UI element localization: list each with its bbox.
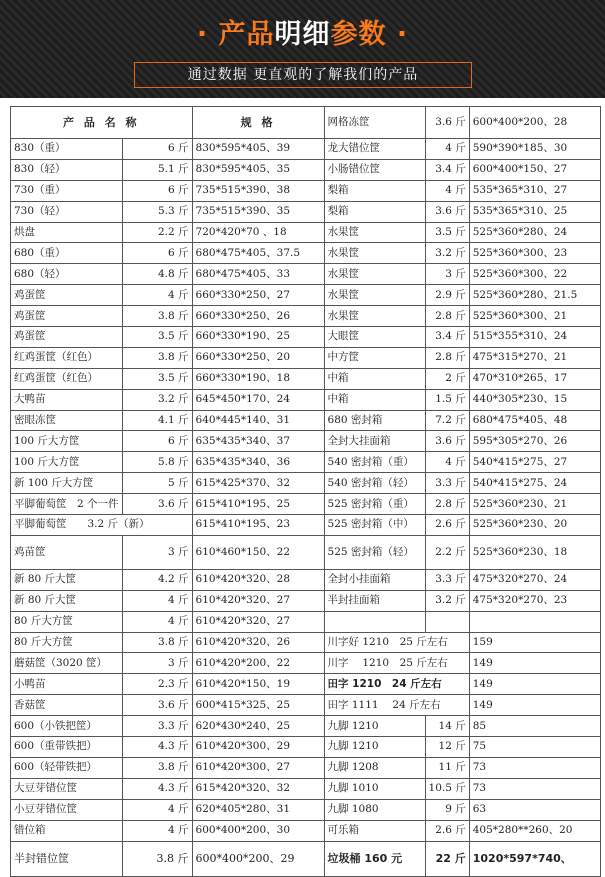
cell-left-spec: 720*420*70 、18	[192, 222, 324, 243]
cell-left-name: 蘑菇筐（3020 筐）	[11, 653, 123, 674]
cell-left-weight: 3.8 斤	[122, 632, 192, 653]
cell-right-name: 小肠错位筐	[324, 159, 425, 180]
cell-left-name: 600（小铁把筐）	[11, 716, 123, 737]
cell-left-name: 新 80 斤大筐	[11, 590, 123, 611]
cell-right-spec: 525*360*280、24	[469, 222, 600, 243]
cell-left-spec: 660*330*250、27	[192, 285, 324, 306]
cell-right-name: 可乐箱	[324, 820, 425, 841]
table-row	[11, 674, 601, 695]
cell-left-spec: 735*515*390、35	[192, 201, 324, 222]
table-row	[11, 494, 601, 515]
cell-right-name: 540 密封箱（轻）	[324, 473, 425, 494]
cell-left-weight: 5 斤	[122, 473, 192, 494]
cell-right-weight: 2.6 斤	[425, 820, 469, 841]
cell-right-spec: 525*360*280、21.5	[469, 285, 600, 306]
table-row	[11, 139, 601, 160]
cell-right-name: 网格冻筐	[324, 107, 425, 139]
cell-right-name: 540 密封箱（重）	[324, 452, 425, 473]
table-row	[11, 452, 601, 473]
cell-left-name: 鸡蛋筐	[11, 285, 123, 306]
cell-right-weight: 2.2 斤	[425, 535, 469, 569]
title-dot-right: ·	[396, 19, 409, 50]
cell-right-spec: 73	[469, 778, 600, 799]
cell-right-name: 九脚 1080	[324, 799, 425, 820]
cell-right-name: 中箱	[324, 389, 425, 410]
table-row	[11, 653, 601, 674]
cell-right-name: 川字好 1210 25 斤左右	[324, 632, 469, 653]
cell-left-name: 烘盘	[11, 222, 123, 243]
cell-right-spec: 600*400*150、27	[469, 159, 600, 180]
cell-left-name: 80 斤大方筐	[11, 632, 123, 653]
table-row	[11, 327, 601, 348]
cell-right-weight: 3.3 斤	[425, 569, 469, 590]
table-row	[11, 820, 601, 841]
cell-right-weight: 10.5 斤	[425, 778, 469, 799]
cell-left-spec: 680*475*405、33	[192, 264, 324, 285]
table-row	[11, 515, 601, 536]
cell-right-spec: 540*415*275、27	[469, 452, 600, 473]
cell-left-name: 大豆芽错位筐	[11, 778, 123, 799]
table-row	[11, 757, 601, 778]
cell-right-name: 龙大错位筐	[324, 139, 425, 160]
cell-right-weight	[425, 611, 469, 632]
cell-right-name: 水果筐	[324, 306, 425, 327]
cell-right-spec: 63	[469, 799, 600, 820]
cell-left-name: 730（重）	[11, 180, 123, 201]
cell-left-weight: 5.1 斤	[122, 159, 192, 180]
cell-left-weight: 5.8 斤	[122, 452, 192, 473]
cell-left-name: 红鸡蛋筐（红色）	[11, 368, 123, 389]
table-row	[11, 285, 601, 306]
cell-right-name: 中方筐	[324, 347, 425, 368]
table-row	[11, 347, 601, 368]
cell-left-spec: 615*425*370、32	[192, 473, 324, 494]
table-row	[11, 431, 601, 452]
cell-right-spec: 149	[469, 695, 600, 716]
cell-left-spec: 610*460*150、22	[192, 535, 324, 569]
cell-left-name: 密眼冻筐	[11, 410, 123, 431]
cell-left-name: 错位箱	[11, 820, 123, 841]
cell-left-spec: 610*420*200、22	[192, 653, 324, 674]
header-banner	[0, 0, 605, 98]
table-row	[11, 841, 601, 876]
cell-right-weight: 3.6 斤	[425, 201, 469, 222]
table-row	[11, 368, 601, 389]
cell-left-weight: 3 斤	[122, 653, 192, 674]
title-part1: 产品	[218, 19, 275, 50]
cell-left-name: 鸡苗筐	[11, 535, 123, 569]
cell-left-spec: 660*330*250、20	[192, 347, 324, 368]
cell-left-spec: 620*405*280、31	[192, 799, 324, 820]
cell-left-weight: 3.6 斤	[122, 695, 192, 716]
cell-right-weight: 4 斤	[425, 180, 469, 201]
cell-left-name: 大鸭苗	[11, 389, 123, 410]
cell-right-spec: 590*390*185、30	[469, 139, 600, 160]
table-row	[11, 222, 601, 243]
cell-right-weight: 2.8 斤	[425, 494, 469, 515]
cell-left-spec: 635*435*340、37	[192, 431, 324, 452]
cell-right-weight: 11 斤	[425, 757, 469, 778]
cell-right-weight: 3.2 斤	[425, 243, 469, 264]
table-row	[11, 180, 601, 201]
cell-left-spec: 610*420*320、26	[192, 632, 324, 653]
cell-right-spec: 475*320*270、24	[469, 569, 600, 590]
title-part3: 参数	[330, 19, 387, 50]
cell-left-weight: 4.2 斤	[122, 569, 192, 590]
cell-right-spec: 470*310*265、17	[469, 368, 600, 389]
table-row	[11, 201, 601, 222]
cell-left-spec: 610*420*150、19	[192, 674, 324, 695]
cell-left-name: 鸡蛋筐	[11, 327, 123, 348]
cell-left-spec: 615*420*320、32	[192, 778, 324, 799]
subtitle-box: 通过数据 更直观的了解我们的产品	[134, 62, 472, 88]
cell-left-name: 香菇筐	[11, 695, 123, 716]
cell-left-spec: 660*330*190、25	[192, 327, 324, 348]
cell-right-spec: 75	[469, 737, 600, 758]
cell-left-spec: 600*400*200、30	[192, 820, 324, 841]
cell-left-name: 半封错位筐	[11, 841, 123, 876]
cell-left-spec: 600*415*325、25	[192, 695, 324, 716]
cell-right-name: 垃圾桶 160 元	[324, 841, 425, 876]
table-row	[11, 389, 601, 410]
cell-left-spec: 610*420*300、27	[192, 757, 324, 778]
cell-right-name: 梨箱	[324, 201, 425, 222]
cell-left-spec: 610*420*300、29	[192, 737, 324, 758]
cell-left-spec: 600*400*200、29	[192, 841, 324, 876]
table-row	[11, 159, 601, 180]
cell-left-spec: 610*420*320、27	[192, 611, 324, 632]
cell-right-weight: 2 斤	[425, 368, 469, 389]
cell-left-spec: 610*420*320、28	[192, 569, 324, 590]
cell-right-weight: 3.4 斤	[425, 159, 469, 180]
cell-right-weight: 22 斤	[425, 841, 469, 876]
cell-left-name: 100 斤大方筐	[11, 431, 123, 452]
cell-left-name: 平脚葡萄筐 3.2 斤（新）	[11, 515, 193, 536]
table-row	[11, 535, 601, 569]
cell-right-spec: 525*360*230、20	[469, 515, 600, 536]
cell-right-weight: 3.6 斤	[425, 107, 469, 139]
cell-right-weight: 9 斤	[425, 799, 469, 820]
cell-right-spec: 535*365*310、25	[469, 201, 600, 222]
cell-right-weight: 3.6 斤	[425, 431, 469, 452]
cell-right-weight: 3.3 斤	[425, 473, 469, 494]
cell-left-name: 平脚葡萄筐 2 个一件	[11, 494, 123, 515]
cell-left-weight: 5.3 斤	[122, 201, 192, 222]
cell-right-weight: 12 斤	[425, 737, 469, 758]
cell-right-name: 全封小挂面箱	[324, 569, 425, 590]
cell-left-name: 830（重）	[11, 139, 123, 160]
product-table-wrapper	[10, 106, 601, 877]
table-header-row	[11, 107, 601, 139]
cell-right-weight: 2.8 斤	[425, 306, 469, 327]
cell-right-name: 九脚 1010	[324, 778, 425, 799]
cell-left-name: 新 80 斤大筐	[11, 569, 123, 590]
cell-left-name: 830（轻）	[11, 159, 123, 180]
table-row	[11, 799, 601, 820]
cell-right-spec: 149	[469, 674, 600, 695]
cell-left-name: 600（轻带铁把）	[11, 757, 123, 778]
cell-left-weight: 6 斤	[122, 243, 192, 264]
cell-left-weight: 4 斤	[122, 611, 192, 632]
cell-left-spec: 830*595*405、35	[192, 159, 324, 180]
cell-left-spec: 620*430*240、25	[192, 716, 324, 737]
cell-left-spec: 640*445*140、31	[192, 410, 324, 431]
cell-left-weight: 3.8 斤	[122, 347, 192, 368]
cell-right-name: 田字 1111 24 斤左右	[324, 695, 469, 716]
cell-left-name: 600（重带铁把）	[11, 737, 123, 758]
title-dot-left: ·	[196, 19, 209, 50]
cell-left-weight: 3.5 斤	[122, 327, 192, 348]
cell-right-weight: 3 斤	[425, 264, 469, 285]
cell-left-spec: 635*435*340、36	[192, 452, 324, 473]
cell-left-weight: 3.8 斤	[122, 841, 192, 876]
cell-left-weight: 3 斤	[122, 535, 192, 569]
cell-left-weight: 6 斤	[122, 180, 192, 201]
table-body	[11, 107, 601, 877]
cell-left-spec: 735*515*390、38	[192, 180, 324, 201]
cell-right-name: 水果筐	[324, 243, 425, 264]
cell-left-weight: 3.5 斤	[122, 368, 192, 389]
cell-left-name: 小豆芽错位筐	[11, 799, 123, 820]
cell-left-weight: 4 斤	[122, 820, 192, 841]
table-row	[11, 695, 601, 716]
cell-left-weight: 3.8 斤	[122, 306, 192, 327]
cell-right-name: 水果筐	[324, 264, 425, 285]
cell-left-spec: 830*595*405、39	[192, 139, 324, 160]
cell-left-name: 680（轻）	[11, 264, 123, 285]
cell-left-weight: 3.2 斤	[122, 389, 192, 410]
table-row	[11, 590, 601, 611]
cell-right-spec	[469, 611, 600, 632]
cell-left-weight: 2.3 斤	[122, 674, 192, 695]
cell-left-spec: 610*420*320、27	[192, 590, 324, 611]
cell-left-spec: 645*450*170、24	[192, 389, 324, 410]
cell-left-weight: 4.8 斤	[122, 264, 192, 285]
header-spec: 规 格	[192, 107, 324, 139]
table-row	[11, 306, 601, 327]
cell-left-weight: 4.3 斤	[122, 737, 192, 758]
page-title	[0, 12, 605, 51]
table-row	[11, 264, 601, 285]
cell-right-name: 水果筐	[324, 222, 425, 243]
cell-right-spec: 149	[469, 653, 600, 674]
cell-right-name: 680 密封箱	[324, 410, 425, 431]
cell-left-name: 680（重）	[11, 243, 123, 264]
cell-right-weight: 2.9 斤	[425, 285, 469, 306]
product-spec-table	[10, 106, 601, 877]
cell-right-weight: 7.2 斤	[425, 410, 469, 431]
cell-left-weight: 3.8 斤	[122, 757, 192, 778]
cell-left-weight: 3.3 斤	[122, 716, 192, 737]
cell-right-name: 田字 1210 24 斤左右	[324, 674, 469, 695]
cell-right-spec: 515*355*310、24	[469, 327, 600, 348]
cell-right-spec: 159	[469, 632, 600, 653]
table-row	[11, 737, 601, 758]
cell-right-spec: 525*360*230、18	[469, 535, 600, 569]
cell-left-name: 鸡蛋筐	[11, 306, 123, 327]
table-row	[11, 778, 601, 799]
table-row	[11, 473, 601, 494]
cell-right-spec: 475*320*270、23	[469, 590, 600, 611]
cell-right-spec: 525*360*300、21	[469, 306, 600, 327]
cell-right-spec: 600*400*200、28	[469, 107, 600, 139]
cell-left-spec: 615*410*195、25	[192, 494, 324, 515]
cell-right-weight: 3.2 斤	[425, 590, 469, 611]
table-row	[11, 243, 601, 264]
cell-right-spec: 540*415*275、24	[469, 473, 600, 494]
cell-left-name: 100 斤大方筐	[11, 452, 123, 473]
cell-right-weight: 1.5 斤	[425, 389, 469, 410]
cell-right-spec: 475*315*270、21	[469, 347, 600, 368]
cell-right-name: 半封挂面箱	[324, 590, 425, 611]
cell-right-weight: 2.6 斤	[425, 515, 469, 536]
cell-left-weight: 4.3 斤	[122, 778, 192, 799]
cell-left-spec: 660*330*190、18	[192, 368, 324, 389]
cell-right-spec: 525*360*300、23	[469, 243, 600, 264]
cell-left-name: 80 斤大方筐	[11, 611, 123, 632]
cell-left-spec: 660*330*250、26	[192, 306, 324, 327]
cell-left-weight: 4 斤	[122, 799, 192, 820]
cell-right-name: 全封大挂面箱	[324, 431, 425, 452]
cell-right-name: 525 密封箱（轻）	[324, 535, 425, 569]
cell-right-weight: 4 斤	[425, 452, 469, 473]
cell-right-name: 川字 1210 25 斤左右	[324, 653, 469, 674]
cell-left-name: 新 100 斤大方筐	[11, 473, 123, 494]
cell-right-weight: 3.4 斤	[425, 327, 469, 348]
cell-right-spec: 440*305*230、15	[469, 389, 600, 410]
table-row	[11, 716, 601, 737]
table-row	[11, 632, 601, 653]
cell-right-weight: 3.5 斤	[425, 222, 469, 243]
cell-right-name: 中箱	[324, 368, 425, 389]
cell-left-weight: 6 斤	[122, 431, 192, 452]
cell-right-spec: 535*365*310、27	[469, 180, 600, 201]
cell-left-weight: 6 斤	[122, 139, 192, 160]
cell-left-name: 730（轻）	[11, 201, 123, 222]
cell-left-weight: 2.2 斤	[122, 222, 192, 243]
cell-right-weight: 14 斤	[425, 716, 469, 737]
cell-right-spec: 73	[469, 757, 600, 778]
cell-right-name: 九脚 1208	[324, 757, 425, 778]
cell-right-weight: 2.8 斤	[425, 347, 469, 368]
cell-left-weight: 4.1 斤	[122, 410, 192, 431]
cell-left-spec: 680*475*405、37.5	[192, 243, 324, 264]
cell-right-spec: 595*305*270、26	[469, 431, 600, 452]
title-part2: 明细	[274, 19, 331, 50]
cell-right-name: 525 密封箱（重）	[324, 494, 425, 515]
cell-right-spec: 680*475*405、48	[469, 410, 600, 431]
cell-right-spec: 525*360*300、22	[469, 264, 600, 285]
cell-left-name: 红鸡蛋筐（红色）	[11, 347, 123, 368]
cell-left-weight: 4 斤	[122, 285, 192, 306]
cell-left-weight: 3.6 斤	[122, 494, 192, 515]
cell-right-name	[324, 611, 425, 632]
cell-right-spec: 85	[469, 716, 600, 737]
cell-right-name: 水果筐	[324, 285, 425, 306]
table-row	[11, 611, 601, 632]
cell-right-name: 九脚 1210	[324, 737, 425, 758]
cell-left-weight: 4 斤	[122, 590, 192, 611]
cell-right-name: 梨箱	[324, 180, 425, 201]
cell-right-spec: 405*280**260、20	[469, 820, 600, 841]
cell-left-spec: 615*410*195、23	[192, 515, 324, 536]
cell-left-name: 小鸭苗	[11, 674, 123, 695]
header-product-name: 产 品 名 称	[11, 107, 193, 139]
cell-right-name: 525 密封箱（中）	[324, 515, 425, 536]
cell-right-name: 九脚 1210	[324, 716, 425, 737]
table-row	[11, 569, 601, 590]
cell-right-weight: 4 斤	[425, 139, 469, 160]
table-row	[11, 410, 601, 431]
cell-right-name: 大眼筐	[324, 327, 425, 348]
cell-right-spec: 525*360*230、21	[469, 494, 600, 515]
cell-right-spec: 1020*597*740、	[469, 841, 600, 876]
